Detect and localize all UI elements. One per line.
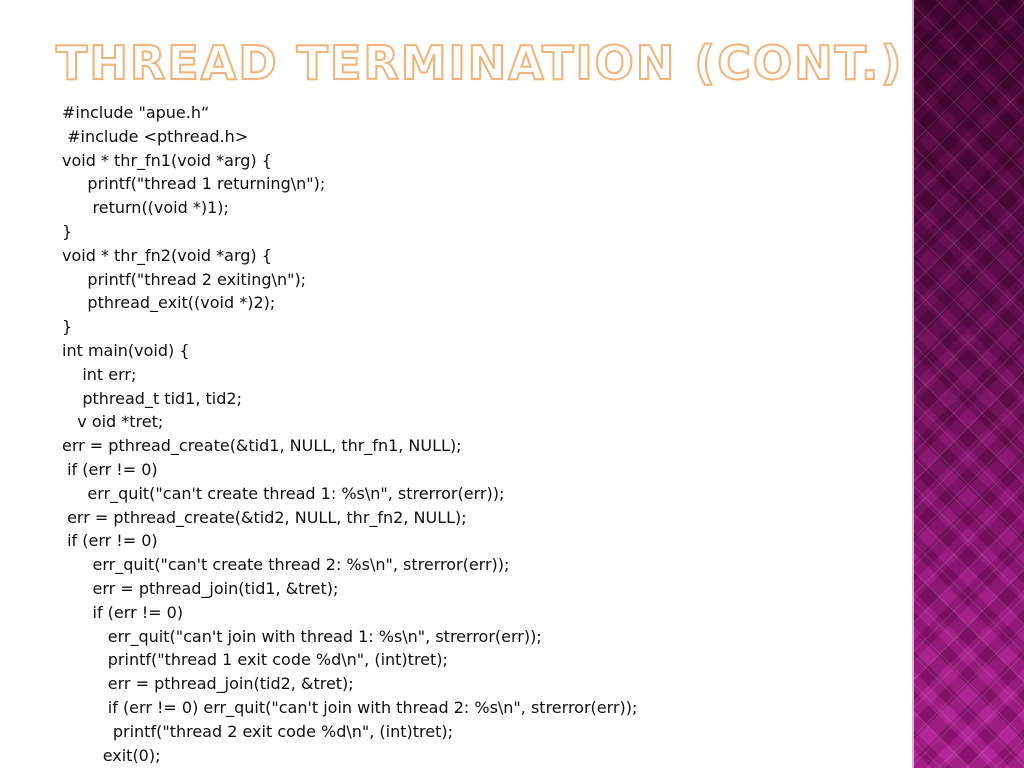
slide-title: THREAD TERMINATION (CONT.) [56,36,904,90]
code-line: #include <pthread.h> [62,126,249,146]
code-line: err_quit("can't create thread 2: %s\n", strerror(err)); [62,555,510,575]
code-line: pthread_exit((void *)2); [62,293,276,313]
code-line: } [62,221,73,241]
code-line: int err; [62,364,137,384]
code-line: void * thr_fn2(void *arg) { [62,245,272,265]
code-line: pthread_t tid1, tid2; [62,388,242,408]
code-line: } [62,317,73,337]
code-line: printf("thread 2 exiting\n"); [62,269,307,289]
code-line: err_quit("can't create thread 1: %s\n", strerror(err)); [62,483,505,503]
code-line: err_quit("can't join with thread 1: %s\n", strerror(err)); [62,626,542,646]
code-line: return((void *)1); [62,198,229,218]
code-line: v oid *tret; [62,412,164,432]
code-line: exit(0); [62,745,161,765]
code-line: printf("thread 1 exit code %d\n", (int)tret); [62,650,448,670]
code-line: printf("thread 1 returning\n"); [62,174,326,194]
code-line: void * thr_fn1(void *arg) { [62,150,272,170]
code-line: #include "apue.h“ [62,103,210,122]
code-line: if (err != 0) err_quit("can't join with thread 2: %s\n", strerror(err)); [62,697,638,717]
code-line: if (err != 0) [62,531,158,551]
code-line: if (err != 0) [62,602,184,622]
code-line: err = pthread_join(tid1, &tret); [62,578,339,598]
diamond-pattern [912,0,1024,768]
panel-edge-divider [912,0,914,768]
code-line: printf("thread 2 exit code %d\n", (int)tret); [62,721,454,741]
code-line: if (err != 0) [62,459,158,479]
code-line: err = pthread_create(&tid1, NULL, thr_fn1, NULL); [62,436,462,456]
decorative-side-panel [912,0,1024,768]
code-line: err = pthread_create(&tid2, NULL, thr_fn2, NULL); [62,507,467,527]
code-line: err = pthread_join(tid2, &tret); [62,674,354,694]
code-line: int main(void) { [62,340,190,360]
code-listing [62,101,637,767]
